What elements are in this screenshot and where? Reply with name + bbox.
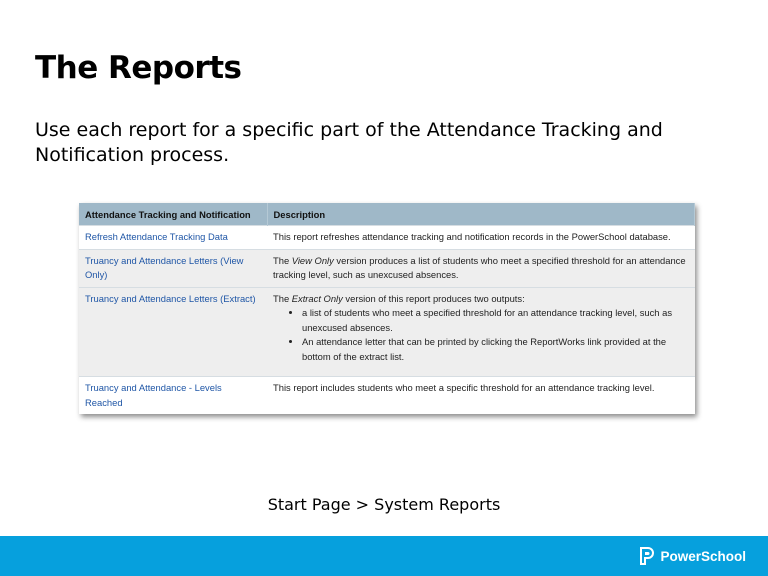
slide-title: The Reports: [35, 50, 242, 86]
description-text: version produces a list of students who meet a specified threshold for an attendance tracking level, such as unexcused absences.: [273, 254, 686, 280]
report-link-levels-reached[interactable]: Truancy and Attendance - Levels Reached: [79, 377, 267, 415]
report-description: This report includes students who meet a specific threshold for an attendance tracking level.: [267, 377, 695, 415]
list-item: • a list of students who meet a specified threshold for an attendance tracking level, such as unexcused absences.: [302, 306, 689, 335]
table-row: [79, 377, 695, 415]
navigation-path: Start Page > System Reports: [267, 495, 501, 514]
brand-name: PowerSchool: [660, 548, 746, 564]
report-description: [267, 287, 695, 377]
slide-subtitle: Use each report for a specific part of the Attendance Tracking and Notification process.: [35, 119, 663, 166]
reports-table: [79, 203, 695, 414]
report-link-letters-extract[interactable]: Truancy and Attendance Letters (Extract): [79, 287, 267, 377]
description-emphasis: View Only: [291, 254, 334, 266]
table-row: [79, 287, 695, 377]
report-description: This report refreshes attendance tracking and notification records in the PowerSchool database.: [267, 226, 695, 250]
output-list: [273, 306, 689, 364]
powerschool-logo-icon: [639, 547, 655, 565]
table-header-row: [79, 203, 695, 226]
brand-logo: [639, 547, 746, 565]
report-description: [267, 249, 695, 287]
description-emphasis: Extract Only: [291, 292, 343, 304]
description-intro: [273, 292, 689, 307]
description-text: The: [273, 254, 292, 266]
column-header-description: Description: [267, 203, 695, 226]
report-link-letters-view-only[interactable]: Truancy and Attendance Letters (View Only): [79, 249, 267, 287]
table-row: [79, 249, 695, 287]
report-link-refresh[interactable]: Refresh Attendance Tracking Data: [79, 226, 267, 250]
column-header-report: Attendance Tracking and Notification: [79, 203, 267, 226]
footer-bar: [0, 536, 768, 576]
description-text: The: [273, 292, 292, 304]
list-item: • An attendance letter that can be printed by clicking the ReportWorks link provided at the bottom of the extract list.: [302, 335, 689, 364]
description-text: version of this report produces two outputs:: [342, 292, 525, 304]
table-row: [79, 226, 695, 250]
